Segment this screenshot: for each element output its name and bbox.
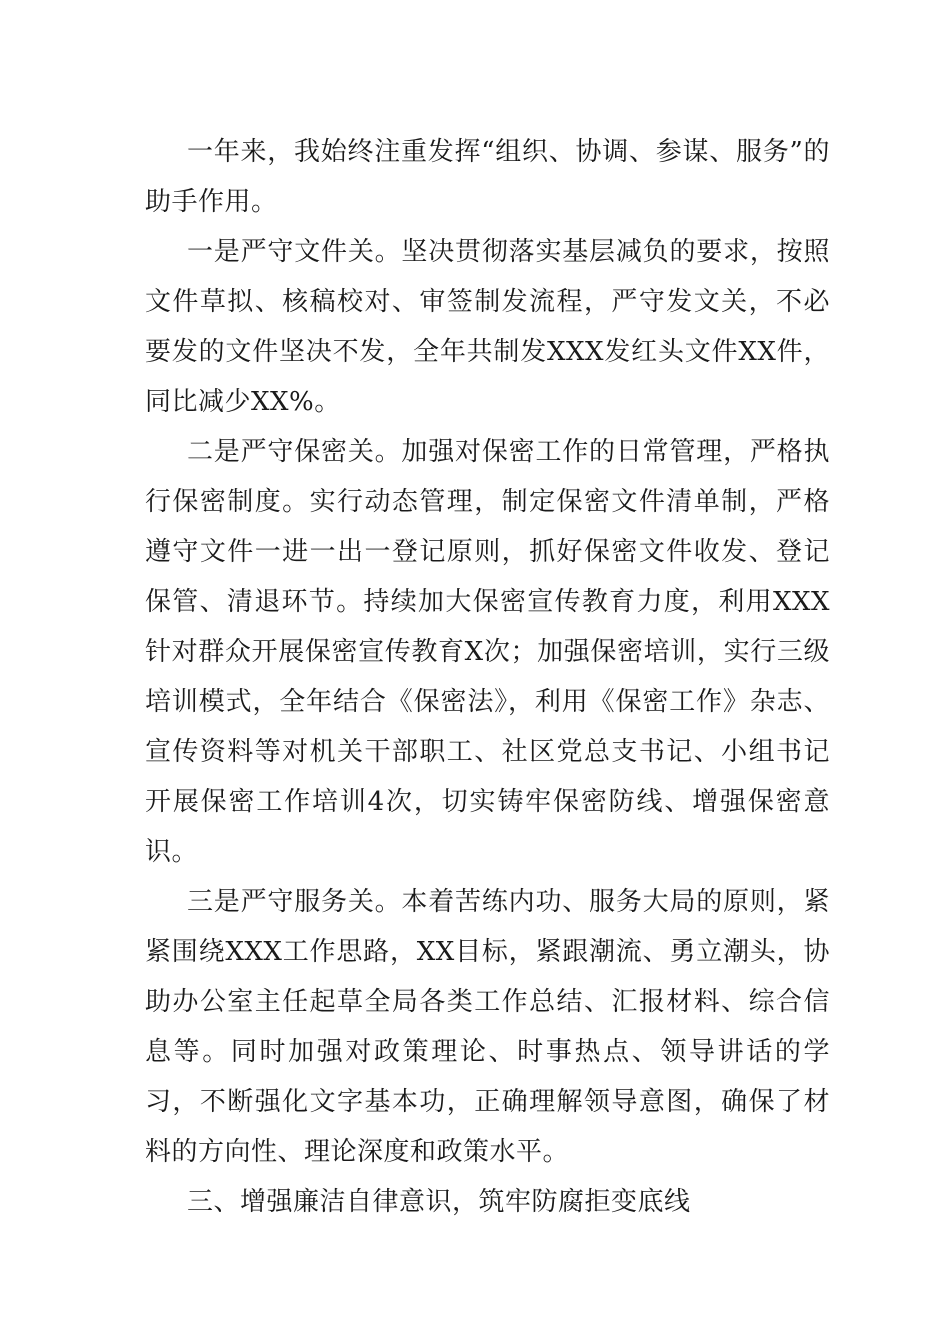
paragraph-confidentiality: 二是严守保密关。加强对保密工作的日常管理，严格执行保密制度。实行动态管理，制定保密文件清单制，严格遵守文件一进一出一登记原则，抓好保密文件收发、登记保管、清退环节。持续加大保密宣传教育力度，利用XXX针对群众开展保密宣传教育X次；加强保密培训，实行三级培训模式，全年结合《保密法》，利用《保密工作》杂志、宣传资料等对机关干部职工、社区党总支书记、小组书记开展保密工作培训4次，切实铸牢保密防线、增强保密意识。 bbox=[145, 437, 830, 867]
document-body bbox=[145, 127, 830, 1227]
paragraph-document-control: 一是严守文件关。坚决贯彻落实基层减负的要求，按照文件草拟、核稿校对、审签制发流程，严守发文关，不必要发的文件坚决不发，全年共制发XXX发红头文件XX件，同比减少XX%。 bbox=[145, 237, 830, 417]
paragraph-service: 三是严守服务关。本着苦练内功、服务大局的原则，紧紧围绕XXX工作思路，XX目标，紧跟潮流、勇立潮头，协助办公室主任起草全局各类工作总结、汇报材料、综合信息等。同时加强对政策理论、时事热点、领导讲话的学习，不断强化文字基本功，正确理解领导意图，确保了材料的方向性、理论深度和政策水平。 bbox=[145, 887, 830, 1167]
paragraph-intro: 一年来，我始终注重发挥“组织、协调、参谋、服务”的助手作用。 bbox=[145, 137, 830, 217]
section-heading-integrity: 三、增强廉洁自律意识，筑牢防腐拒变底线 bbox=[187, 1187, 691, 1217]
